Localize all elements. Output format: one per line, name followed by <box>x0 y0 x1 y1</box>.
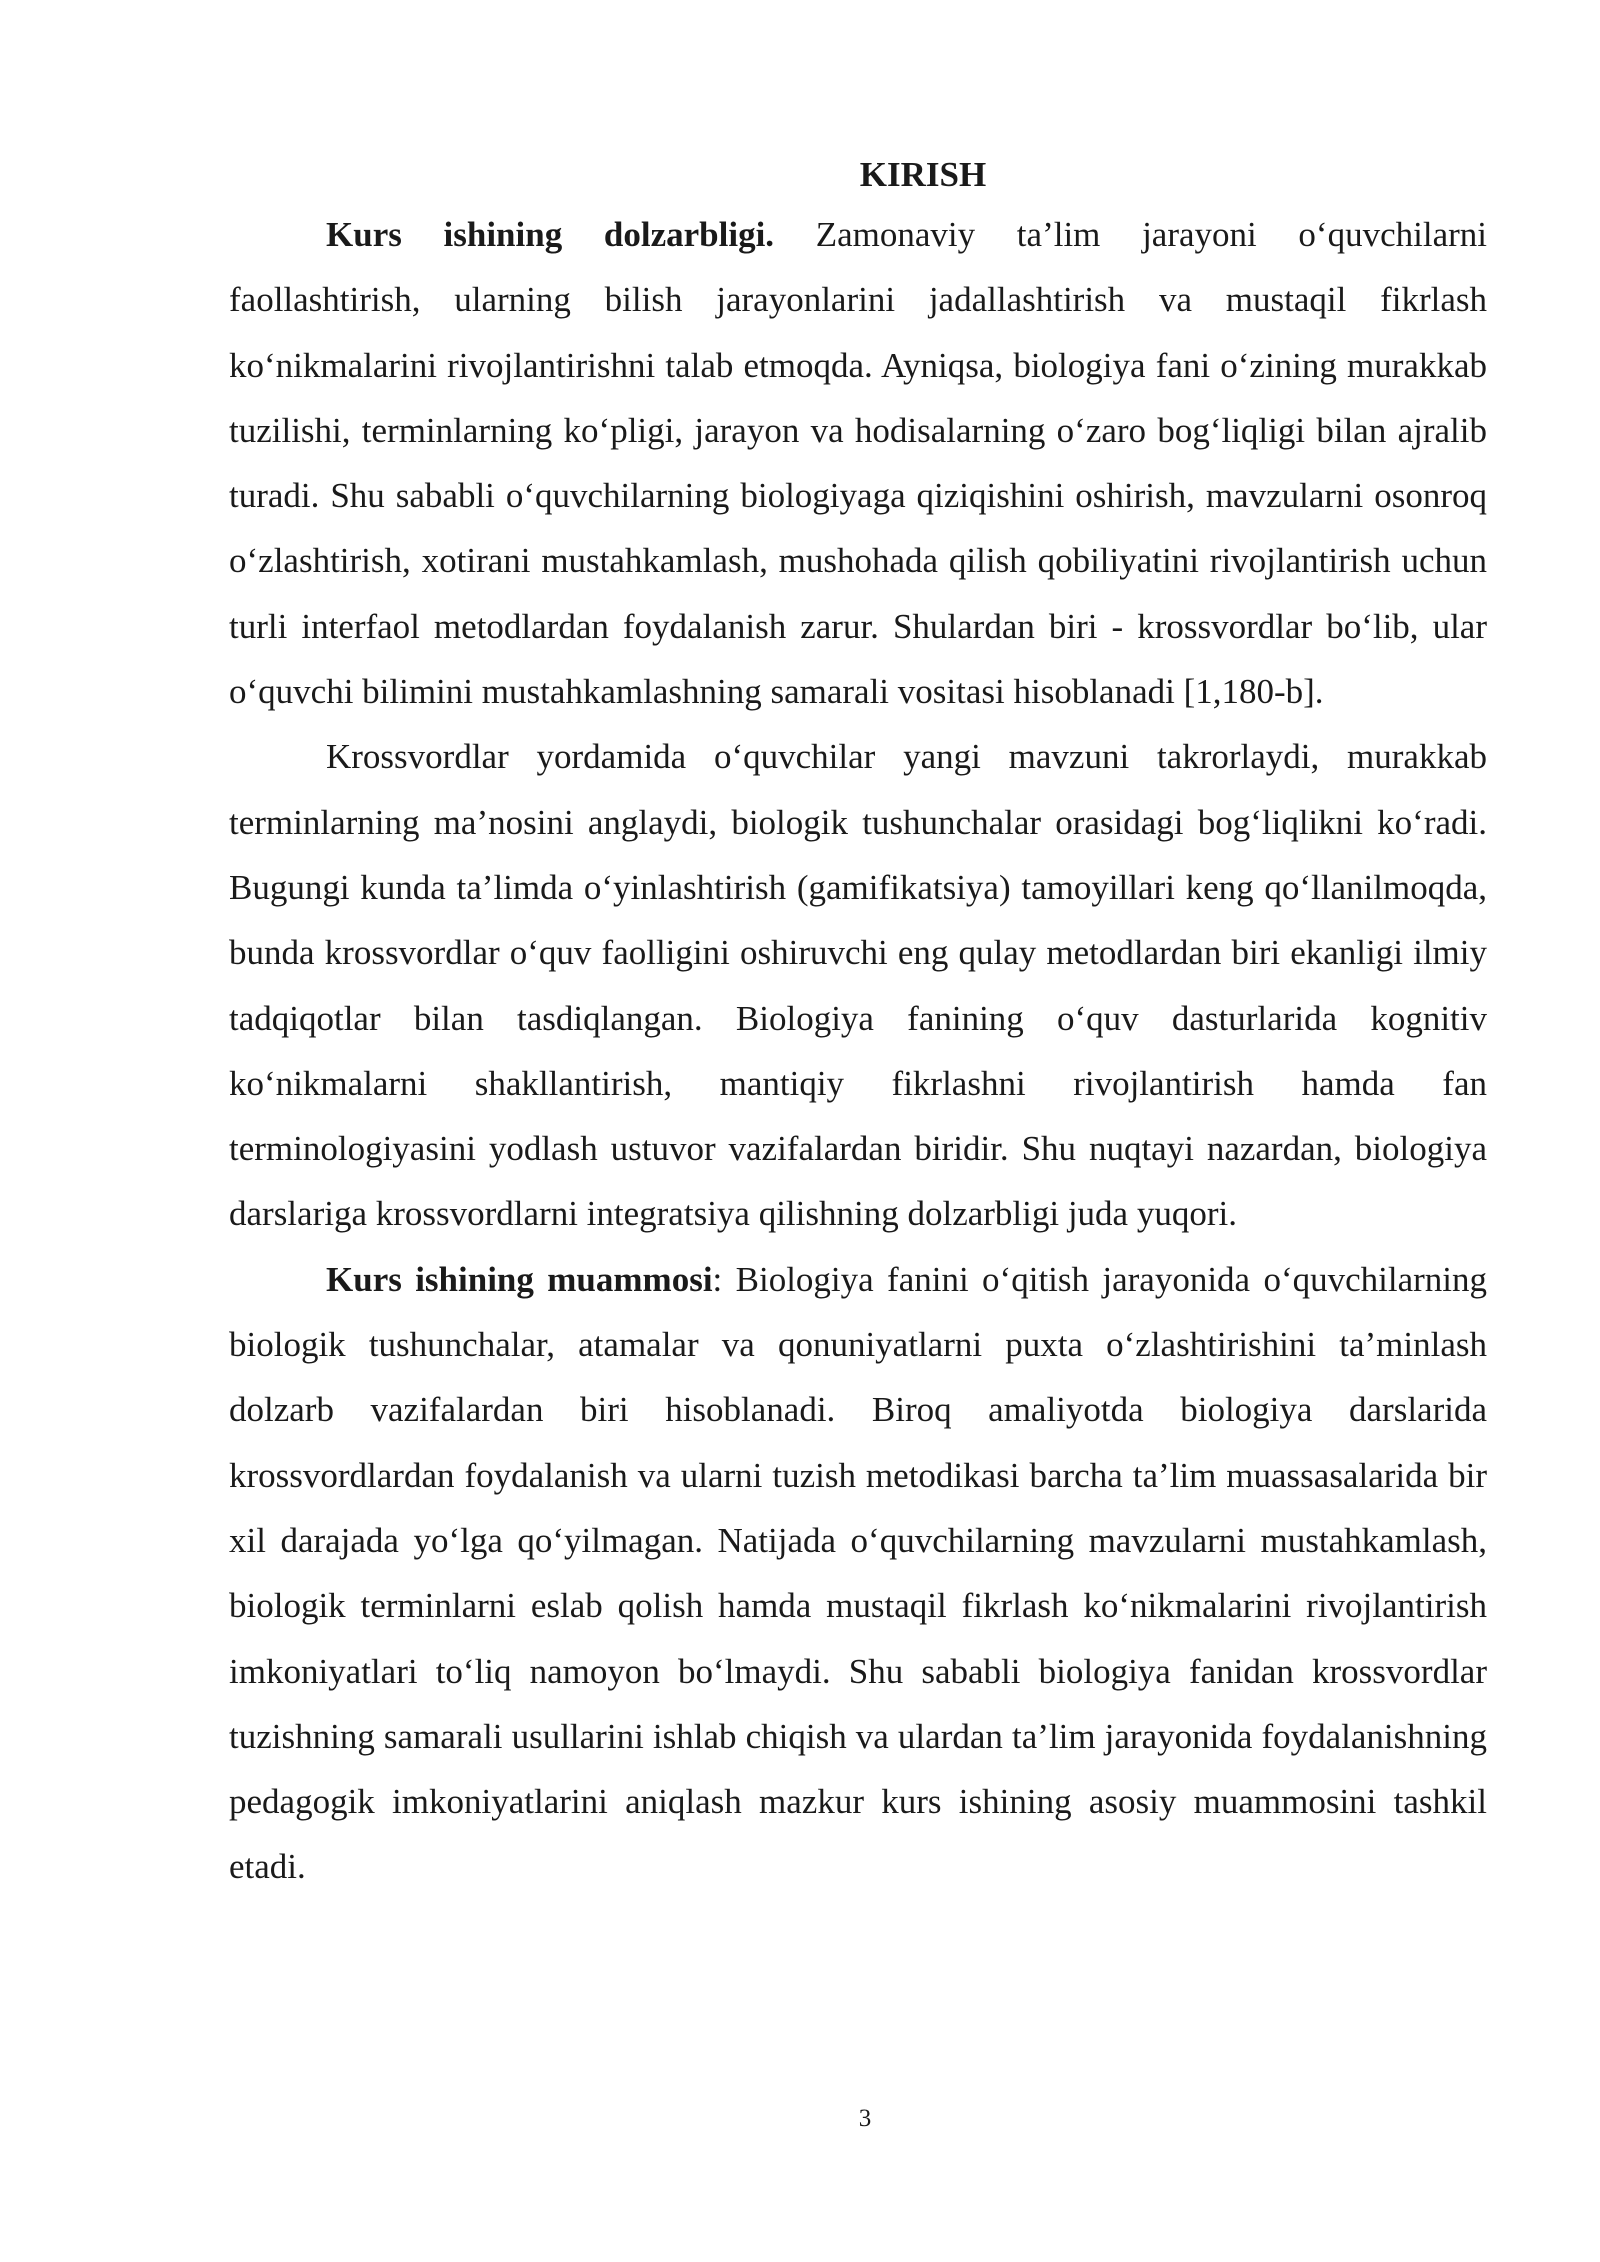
paragraph-lead: Kurs ishining muammosi <box>326 1259 713 1299</box>
paragraph-text: Krossvordlar yordamida o‘quvchilar yangi mavzuni takrorlaydi, murakkab terminlarning ma’nosini anglaydi, biologik tushunchalar orasidagi bog‘liqlikni ko‘radi. Bugungi kunda ta’limda o‘yinlashtirish (gamifikatsiya) tamoyillari keng qo‘llanilmoqda, bunda krossvordlar o‘quv faolligini oshiruvchi eng qulay metodlardan biri ekanligi ilmiy tadqiqotlar bilan tasdiqlangan. Biologiya fanining o‘quv dasturlarida kognitiv ko‘nikmalarni shakllantirish, mantiqiy fikrlashni rivojlantirish hamda fan terminologiyasini yodlash ustuvor vazifalardan biridir. Shu nuqtayi nazardan, biologiya darslariga krossvordlarni integratsiya qilishning dolzarbligi juda yuqori. <box>229 737 1487 1234</box>
page-number: 3 <box>858 2105 872 2132</box>
paragraph-crosswords <box>229 724 1487 1246</box>
page-content <box>229 148 1487 1900</box>
paragraph-text: : Biologiya fanini o‘qitish jarayonida o‘quvchilarning biologik tushunchalar, atamalar va qonuniyatlarni puxta o‘zlashtirishini ta’minlash dolzarb vazifalardan biri hisoblanadi. Biroq amaliyotda biologiya darslarida krossvordlardan foydalanish va ularni tuzish metodikasi barcha ta’lim muassasalarida bir xil darajada yo‘lga qo‘yilmagan. Natijada o‘quvchilarning mavzularni mustahkamlash, biologik terminlarni eslab qolish hamda mustaqil fikrlash ko‘nikmalarini rivojlantirish imkoniyatlari to‘liq namoyon bo‘lmaydi. Shu sababli biologiya fanidan krossvordlar tuzishning samarali usullarini ishlab chiqish va ulardan ta’lim jarayonida foydalanishning pedagogik imkoniyatlarini aniqlash mazkur kurs ishining asosiy muammosini tashkil etadi. <box>229 1259 1487 1887</box>
section-title: KIRISH <box>859 155 987 194</box>
paragraph-relevance <box>229 202 1487 724</box>
paragraph-lead: Kurs ishining dolzarbligi. <box>326 215 775 254</box>
paragraph-text: Zamonaviy ta’lim jarayoni o‘quvchilarni faollashtirish, ularning bilish jarayonlarini jadallashtirish va mustaqil fikrlash ko‘nikmalarini rivojlantirishni talab etmoqda. Ayniqsa, biologiya fani o‘zining murakkab tuzilishi, terminlarning ko‘pligi, jarayon va hodisalarning o‘zaro bog‘liqligi bilan ajralib turadi. Shu sababli o‘quvchilarning biologiyaga qiziqishini oshirish, mavzularni osonroq o‘zlashtirish, xotirani mustahkamlash, mushohada qilish qobiliyatini rivojlantirish uchun turli interfaol metodlardan foydalanish zarur. Shulardan biri - krossvordlar bo‘lib, ular o‘quvchi bilimini mustahkamlashning samarali vositasi hisoblanadi [1,180-b]. <box>229 215 1487 712</box>
paragraph-problem <box>229 1247 1487 1900</box>
